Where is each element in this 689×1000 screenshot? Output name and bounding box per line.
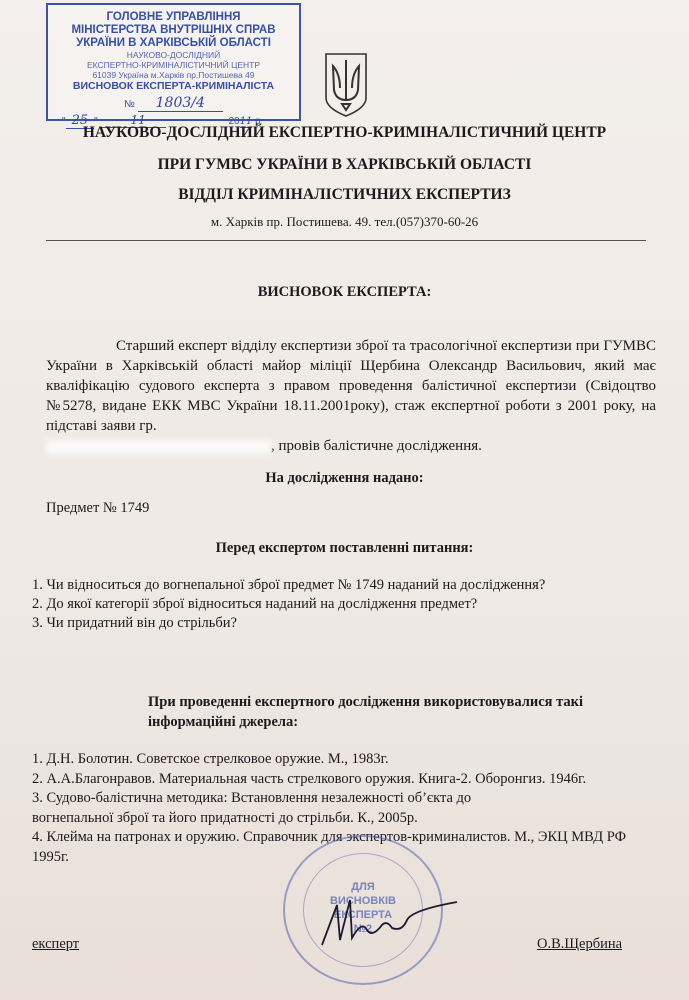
stamp-line: МІНІСТЕРСТВА ВНУТРІШНІХ СПРАВ <box>71 24 276 36</box>
questions-heading: Перед експертом поставленні питання: <box>215 540 474 556</box>
stamp-number-row <box>48 95 299 111</box>
seal-line: ДЛЯ <box>351 881 375 893</box>
stamp-line: УКРАЇНИ В ХАРКІВСЬКІЙ ОБЛАСТІ <box>76 37 271 49</box>
intro-paragraph <box>46 336 656 456</box>
year-suffix: р <box>255 116 261 127</box>
stamp-day: 25 <box>66 113 95 129</box>
question-item: 1. Чи відноситься до вогнепальної зброї предмет № 1749 наданий на дослідження? <box>32 577 546 593</box>
redacted-name <box>46 440 271 454</box>
source-item: 4. Клейма на патронах и оружию. Справочник для экспертов-криминалистов. М., ЭКЦ МВД РФ 1995г. <box>32 829 627 865</box>
provided-item: Предмет № 1749 <box>46 500 150 516</box>
handwritten-signature <box>312 880 462 950</box>
header-divider <box>46 240 646 241</box>
provided-heading: На дослідження надано: <box>265 470 424 486</box>
stamp-line: 61039 Україна м.Харків пр.Постишева 49 <box>92 70 255 80</box>
seal-line: №2 <box>353 923 373 935</box>
signature-name: О.В.Щербина <box>537 936 623 952</box>
source-item: 3. Судово-балістична методика: Встановлення незалежності об’єкта до вогнепальної зброї та його придатності до стрільби. К., 2005р. <box>32 790 472 826</box>
signature-role: експерт <box>32 936 80 952</box>
number-label: № <box>124 99 135 110</box>
intro-ending: , провів балістичне дослідження. <box>271 438 482 454</box>
stamp-line: ЕКСПЕРТНО-КРИМІНАЛІСТИЧНИЙ ЦЕНТР <box>86 60 261 70</box>
stamp-number: 1803/4 <box>138 95 223 112</box>
seal-line: ЕКСПЕРТА <box>333 909 393 921</box>
stamp-line: ВИСНОВОК ЕКСПЕРТА-КРИМІНАЛІСТА <box>72 80 275 92</box>
stamp-year: 11 <box>239 116 253 127</box>
question-item: 3. Чи придатний він до стрільби? <box>32 615 237 631</box>
stamp-date-row: " 25 " 11 2011 р <box>62 113 261 128</box>
questions-list <box>32 576 572 633</box>
header-line-1: НАУКОВО-ДОСЛІДНИЙ ЕКСПЕРТНО-КРИМІНАЛІСТИЧНИЙ ЦЕНТР <box>82 124 607 141</box>
trident-coat-of-arms-icon <box>322 50 370 118</box>
stamp-line: НАУКОВО-ДОСЛІДНИЙ <box>126 50 221 60</box>
source-item: 1. Д.Н. Болотин. Советское стрелковое оружие. М., 1983г. <box>32 751 389 767</box>
header-line-2: ПРИ ГУМВС УКРАЇНИ В ХАРКІВСЬКІЙ ОБЛАСТІ <box>157 156 532 173</box>
document-title: ВИСНОВОК ЕКСПЕРТА: <box>257 284 432 300</box>
seal-line: ВИСНОВКІВ <box>330 895 396 907</box>
question-item: 2. До якої категорії зброї відноситься наданий на дослідження предмет? <box>32 596 478 612</box>
source-item: 2. А.А.Благонравов. Материальная часть стрелкового оружия. Книга-2. Оборонгиз. 1946г. <box>32 770 587 787</box>
sources-heading: При проведенні експертного дослідження використовувалися такі інформаційні джерела: <box>148 694 584 730</box>
official-stamp <box>46 3 301 128</box>
intro-text: Старший експерт відділу експертизи зброї та трасологічної експертизи при ГУМВС України в Харківській області майор міліції Щербина Олександр Васильович, який має кваліфікацію судового експерта з правом проведення балістичної експертизи (Свідоцтво №5278, видане ЕКК МВС України 18.11.2001року), стаж експертної роботи з 2001 року, на підставі заяви гр. <box>46 338 656 434</box>
year-prefix: 20 <box>228 116 240 127</box>
stamp-line: ГОЛОВНЕ УПРАВЛІННЯ <box>106 11 241 23</box>
header-line-3: ВІДДІЛ КРИМІНАЛІСТИЧНИХ ЕКСПЕРТИЗ <box>178 186 511 203</box>
stamp-month: 11 <box>100 113 165 128</box>
header-address: м. Харків пр. Постишева. 49. тел.(057)370-60-26 <box>210 214 479 229</box>
